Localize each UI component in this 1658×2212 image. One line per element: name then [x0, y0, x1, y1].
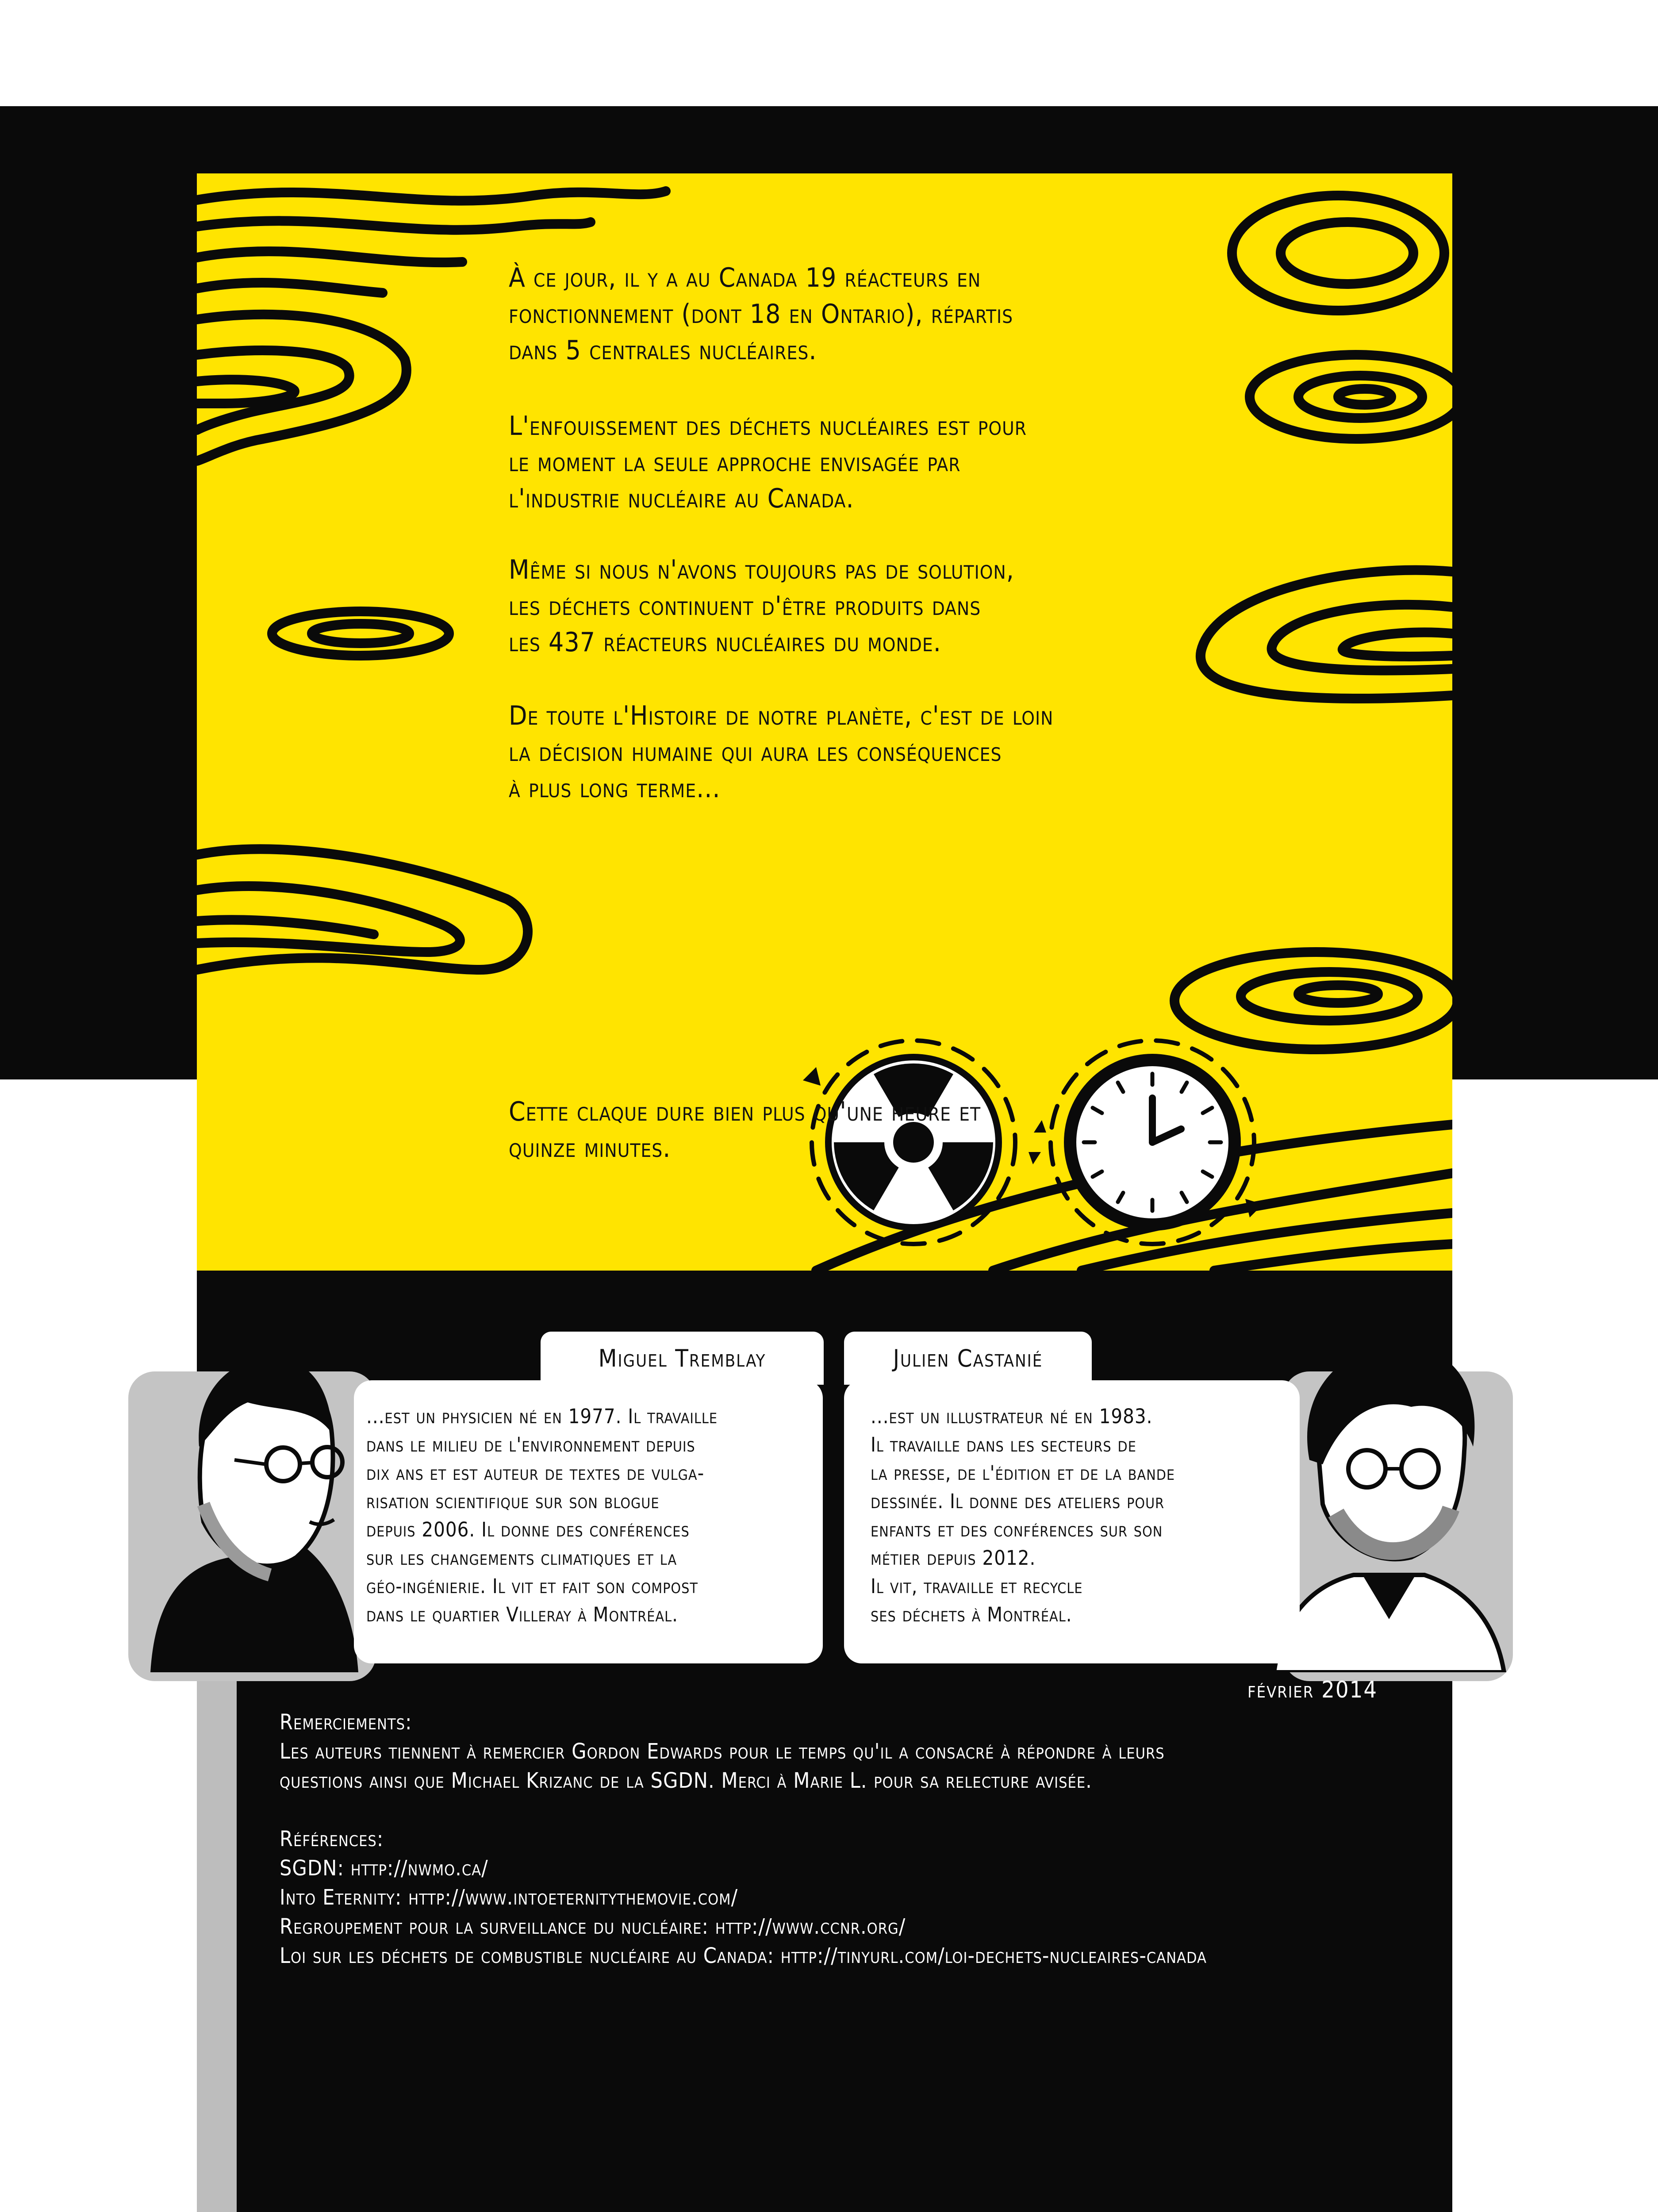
intro-paragraph-1 [509, 260, 1393, 369]
bio-line: dix ans et est auteur de textes de vulga- [366, 1461, 705, 1485]
miguel-portrait [137, 1336, 367, 1672]
text-line: la décision humaine qui aura les conséquences [509, 737, 1002, 768]
intro-paragraph-2 [509, 408, 1393, 517]
text-line: Cette claque dure bien plus qu'une heure et [509, 1096, 981, 1127]
bio-line: la presse, de l'édition et de la bande [871, 1461, 1175, 1485]
text-line: les 437 réacteurs nucléaires du monde. [509, 627, 941, 658]
intro-paragraph-3 [509, 552, 1393, 661]
julien-name: Julien Castanié [893, 1344, 1043, 1372]
ref-line: Regroupement pour la surveillance du nucléaire: http://www.ccnr.org/ [280, 1914, 906, 1939]
miguel-bio-box [354, 1380, 823, 1663]
bio-line: ses déchets à Montréal. [871, 1603, 1072, 1626]
text-line: De toute l'Histoire de notre planète, c'est de loin [509, 700, 1054, 731]
bio-line: dans le milieu de l'environnement depuis [366, 1433, 695, 1456]
text-line: L'enfouissement des déchets nucléaires est pour [509, 411, 1027, 442]
grey-side-strip [197, 1672, 237, 2212]
bio-line: ...est un illustrateur né en 1983. [871, 1405, 1153, 1428]
text-line: à plus long terme... [509, 773, 721, 804]
date-label: février 2014 [1247, 1677, 1378, 1703]
thanks-line: questions ainsi que Michael Krizanc de la SGDN. Merci à Marie L. pour sa relecture avisée. [280, 1768, 1092, 1793]
bio-line: Il vit, travaille et recycle [871, 1575, 1083, 1598]
text-line: les déchets continuent d'être produits dans [509, 591, 981, 622]
miguel-name: Miguel Tremblay [598, 1344, 766, 1372]
ref-line: Into Eternity: http://www.intoeternitythemovie.com/ [280, 1885, 738, 1910]
julien-name-tab [844, 1332, 1092, 1385]
ref-line: Loi sur les déchets de combustible nucléaire au Canada: http://tinyurl.com/loi-dechets-nucleaires-canada [280, 1943, 1207, 1968]
bio-line: Il travaille dans les secteurs de [871, 1433, 1136, 1456]
text-line: le moment la seule approche envisagée par [509, 447, 961, 478]
bio-line: sur les changements climatiques et la [366, 1546, 677, 1570]
bio-line: géo-ingénierie. Il vit et fait son compost [366, 1575, 698, 1598]
intro-paragraph-4 [509, 698, 1393, 806]
spacer [280, 1795, 1430, 1824]
credits-section [280, 1708, 1430, 1970]
text-line: dans 5 centrales nucléaires. [509, 335, 817, 366]
text-line: quinze minutes. [509, 1133, 671, 1164]
thanks-line: Les auteurs tiennent à remercier Gordon Edwards pour le temps qu'il a consacré à répondre à leurs [280, 1739, 1165, 1764]
bio-line: métier depuis 2012. [871, 1546, 1036, 1570]
miguel-name-tab [541, 1332, 824, 1385]
text-line: l'industrie nucléaire au Canada. [509, 483, 854, 514]
thanks-title: Remerciements: [280, 1710, 412, 1735]
julien-portrait [1265, 1336, 1513, 1672]
bio-line: ...est un physicien né en 1977. Il travaille [366, 1405, 718, 1428]
text-line: Même si nous n'avons toujours pas de solution, [509, 554, 1014, 585]
text-line: À ce jour, il y a au Canada 19 réacteurs en [509, 262, 981, 293]
refs-title: Références: [280, 1827, 384, 1851]
julien-bio-box [844, 1380, 1300, 1663]
bio-line: risation scientifique sur son blogue [366, 1490, 660, 1513]
closing-text [509, 1094, 1393, 1166]
bio-line: dans le quartier Villeray à Montréal. [366, 1603, 678, 1626]
ref-line: SGDN: http://nwmo.ca/ [280, 1856, 488, 1881]
yellow-panel [197, 173, 1452, 1271]
bio-line: dessinée. Il donne des ateliers pour [871, 1490, 1165, 1513]
bio-line: depuis 2006. Il donne des conférences [366, 1518, 690, 1541]
text-line: fonctionnement (dont 18 en Ontario), répartis [509, 299, 1013, 330]
bio-line: enfants et des conférences sur son [871, 1518, 1163, 1541]
